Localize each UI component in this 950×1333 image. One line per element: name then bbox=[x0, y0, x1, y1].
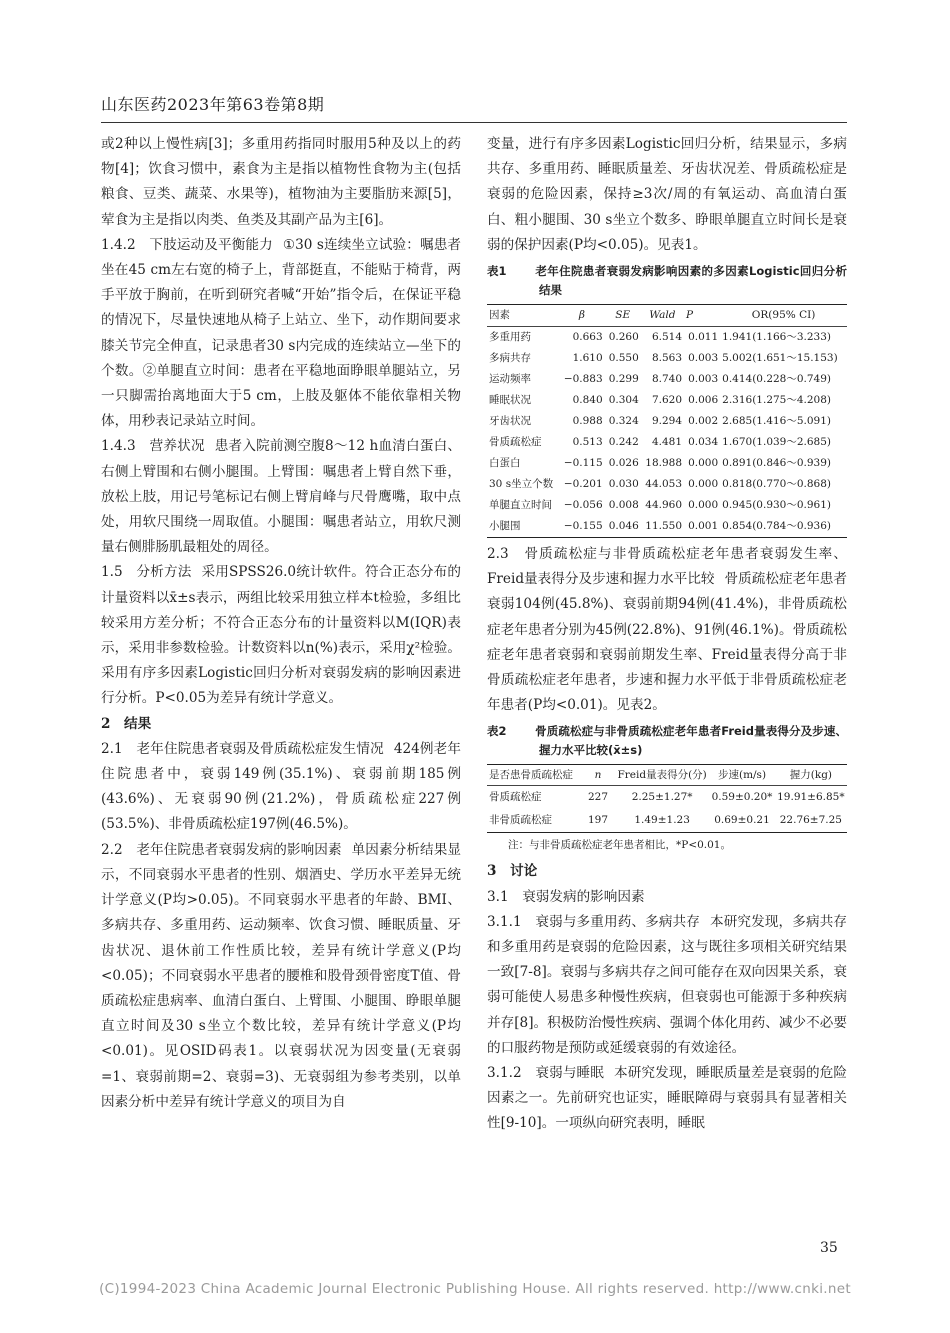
table-2 bbox=[487, 764, 847, 833]
table-1-cell: 0.663 bbox=[572, 331, 603, 344]
table-2-caption bbox=[487, 722, 847, 760]
table-1-row bbox=[487, 411, 847, 432]
table-1-cell: 30 s坐立个数 bbox=[489, 478, 554, 491]
table-1-cell: 0.034 bbox=[688, 436, 719, 449]
table-1-cell: 0.324 bbox=[608, 415, 639, 428]
table-1-row bbox=[487, 495, 847, 516]
table-1-cell: 0.006 bbox=[688, 394, 719, 407]
section-1-4-3 bbox=[101, 434, 461, 560]
table-1-cell: 运动频率 bbox=[489, 373, 531, 386]
section-3-1-1-body: 本研究发现，多病共存和多重用药是衰弱的危险因素，这与既往多项相关研究结果一致[7-8]。衰弱与多病共存之间可能存在双向因果关系，衰弱可能使人易患多种慢性疾病，但衰弱也可能源于多种疾病并存[8]。积极防治慢性疾病、强调个体化用药、减少不必要的口服药物是预防或延缓衰弱的有效途径。 bbox=[487, 913, 847, 1056]
table-1-cell: 0.046 bbox=[608, 520, 639, 533]
table-1-cell: 11.550 bbox=[645, 520, 683, 533]
table-1-cell: 0.513 bbox=[572, 436, 603, 449]
section-2-2 bbox=[101, 838, 461, 1115]
table-1-cell: 骨质疏松症 bbox=[489, 436, 542, 449]
table-1-cell: 0.011 bbox=[688, 331, 719, 344]
table-1-cell: 0.818(0.770～0.868) bbox=[722, 478, 832, 491]
left-column bbox=[101, 132, 461, 1115]
table-1-header-cell: SE bbox=[605, 305, 641, 327]
table-1 bbox=[487, 304, 847, 538]
table-2-cell: 19.91±6.85* bbox=[777, 791, 845, 804]
table-1-cell: 5.002(1.651～15.153) bbox=[722, 352, 838, 365]
right-paragraph-1: 变量，进行有序多因素Logistic回归分析，结果显示，多病共存、多重用药、睡眠质量差、牙齿状况差、骨质疏松症是衰弱的危险因素，保持≥3次/周的有氧运动、高血清白蛋白、粗小腿围、30 s坐立个数多、睁眼单腿直立时间长是衰弱的保护因素(P均<0.05)。见表1。 bbox=[487, 136, 847, 253]
table-2-note: 注：与非骨质疏松症老年患者相比，*P<0.01。 bbox=[508, 839, 731, 852]
table-1-caption bbox=[487, 262, 847, 300]
table-1-cell: 18.988 bbox=[645, 457, 683, 470]
table-2-cell: 197 bbox=[587, 814, 609, 827]
table-1-cell: 0.000 bbox=[688, 478, 719, 491]
table-1-cell: 1.941(1.166～3.233) bbox=[722, 331, 832, 344]
table-1-row bbox=[487, 453, 847, 474]
table-1-cell: 0.008 bbox=[608, 499, 639, 512]
table-2-title: 骨质疏松症与非骨质疏松症老年患者Freid量表得分及步速、握力水平比较(x̄±s) bbox=[535, 724, 847, 758]
table-1-row bbox=[487, 327, 847, 349]
table-1-header-cell: Wald bbox=[641, 305, 684, 327]
right-column bbox=[487, 132, 847, 1137]
table-1-cell: 0.002 bbox=[688, 415, 719, 428]
table-1-cell: 2.316(1.275～4.208) bbox=[722, 394, 832, 407]
table-1-cell: 0.003 bbox=[688, 352, 719, 365]
table-1-row bbox=[487, 432, 847, 453]
section-1-4-3-body: 患者入院前测空腹8～12 h血清白蛋白、右侧上臂围和右侧小腿围。上臂围：嘱患者上臂自然下垂，放松上肢，用记号笔标记右侧上臂肩峰与尺骨鹰嘴，取中点处，用软尺围绕一周取值。小腿围：嘱患者站立，用软尺测量右侧腓肠肌最粗处的周径。 bbox=[101, 438, 461, 556]
section-1-4-2 bbox=[101, 233, 461, 435]
table-2-row bbox=[487, 786, 847, 810]
table-1-cell: 0.854(0.784～0.936) bbox=[722, 520, 832, 533]
section-3-1-1 bbox=[487, 910, 847, 1061]
section-2-2-body: 单因素分析结果显示，不同衰弱水平患者的性别、烟酒史、学历水平差异无统计学意义(P均>0.05)。不同衰弱水平患者的年龄、BMI、多病共存、多重用药、运动频率、饮食习惯、睡眠质量、牙齿状况、退休前工作性质比较，差异有统计学意义(P均<0.05)；不同衰弱水平患者的腰椎和股骨颈骨密度T值、骨质疏松症患病率、血清白蛋白、上臂围、小腿围、睁眼单腿直立时间及30 s坐立个数比较，差异有统计学意义(P均<0.01)。见OSID码表1。以衰弱状况为因变量(无衰弱=1、衰弱前期=2、衰弱=3)、无衰弱组为参考类别，以单因素分析中差异有统计学意义的项目为自 bbox=[101, 841, 461, 1110]
table-1-cell: −0.056 bbox=[563, 499, 603, 512]
table-1-cell: 8.563 bbox=[651, 352, 683, 365]
table-1-header-cell: β bbox=[559, 305, 604, 327]
table-1-cell: 7.620 bbox=[651, 394, 683, 407]
table-1-cell: 1.670(1.039～2.685) bbox=[722, 436, 832, 449]
section-3-heading: 3 讨论 bbox=[487, 863, 538, 880]
table-2-header-row bbox=[487, 765, 847, 786]
table-1-cell: −0.883 bbox=[563, 373, 603, 386]
table-1-header-cell: OR(95% CI) bbox=[720, 305, 847, 327]
table-1-cell: 多病共存 bbox=[489, 352, 531, 365]
table-2-header-group: 是否患骨质疏松症 bbox=[487, 765, 581, 786]
left-paragraph-1: 或2种以上慢性病[3]；多重用药指同时服用5种及以上的药物[4]；饮食习惯中，素食为主是指以植物性食物为主(包括粮食、豆类、蔬菜、水果等)，植物油为主要脂肪来源[5]，荤食为主是指以肉类、鱼类及其副产品为主[6]。 bbox=[101, 136, 461, 228]
table-2-cell: 2.25±1.27* bbox=[631, 791, 693, 804]
table-1-cell: 0.891(0.846～0.939) bbox=[722, 457, 832, 470]
page-number: 35 bbox=[820, 1240, 838, 1256]
table-1-cell: 4.481 bbox=[651, 436, 683, 449]
table-1-row bbox=[487, 474, 847, 495]
section-1-5 bbox=[101, 560, 461, 711]
table-2-cell: 1.49±1.23 bbox=[634, 814, 690, 827]
table-2-header-n: n bbox=[581, 765, 615, 786]
section-3-1-2-heading: 3.1.2 衰弱与睡眠 bbox=[487, 1065, 604, 1082]
table-2-cell: 0.69±0.21 bbox=[714, 814, 770, 827]
table-1-cell: 0.001 bbox=[688, 520, 719, 533]
table-1-cell: 0.000 bbox=[688, 499, 719, 512]
section-1-4-2-heading: 1.4.2 下肢运动及平衡能力 bbox=[101, 236, 273, 253]
table-1-cell: 44.053 bbox=[645, 478, 683, 491]
table-1-cell: 0.550 bbox=[608, 352, 639, 365]
section-3-1-2 bbox=[487, 1061, 847, 1137]
table-1-cell: 单腿直立时间 bbox=[489, 499, 552, 512]
table-2-cell: 0.59±0.20* bbox=[711, 791, 773, 804]
table-1-cell: 0.026 bbox=[608, 457, 639, 470]
copyright-footer: (C)1994-2023 China Academic Journal Electronic Publishing House. All rights reserved. http://www.cnki.net bbox=[99, 1281, 851, 1297]
table-1-cell: 0.242 bbox=[608, 436, 639, 449]
table-1-row bbox=[487, 369, 847, 390]
table-1-cell: 白蛋白 bbox=[489, 457, 521, 470]
table-1-header-cell: 因素 bbox=[487, 305, 559, 327]
table-1-cell: −0.155 bbox=[563, 520, 603, 533]
table-1-cell: 牙齿状况 bbox=[489, 415, 531, 428]
table-1-cell: 0.260 bbox=[608, 331, 639, 344]
header-rule bbox=[101, 122, 847, 123]
table-1-cell: 0.945(0.930～0.961) bbox=[722, 499, 832, 512]
table-1-row bbox=[487, 348, 847, 369]
table-1-cell: 2.685(1.416～5.091) bbox=[722, 415, 832, 428]
table-1-number: 表1 bbox=[487, 264, 507, 279]
section-2-3 bbox=[487, 542, 847, 718]
table-1-cell: 睡眠状况 bbox=[489, 394, 531, 407]
table-1-header-cell: P bbox=[684, 305, 720, 327]
table-2-cell: 非骨质疏松症 bbox=[489, 814, 552, 827]
section-2-3-body: 骨质疏松症老年患者衰弱104例(45.8%)、衰弱前期94例(41.4%)，非骨质疏松症老年患者分别为45例(22.8%)、91例(46.1%)。骨质疏松症老年患者衰弱和衰弱前期发生率、Freid量表得分高于非骨质疏松症老年患者，步速和握力水平低于非骨质疏松症老年患者(P均<0.01)。见表2。 bbox=[487, 571, 847, 714]
table-1-cell: −0.201 bbox=[563, 478, 603, 491]
table-1-row bbox=[487, 516, 847, 538]
table-1-cell: 8.740 bbox=[651, 373, 683, 386]
section-3-1-2-body: 本研究发现，睡眠质量差是衰弱的危险因素之一。先前研究也证实，睡眠障碍与衰弱具有显著相关性[9-10]。一项纵向研究表明，睡眠 bbox=[487, 1065, 848, 1132]
table-1-title: 老年住院患者衰弱发病影响因素的多因素Logistic回归分析结果 bbox=[535, 264, 847, 298]
table-1-header-row bbox=[487, 305, 847, 327]
section-3-1-1-heading: 3.1.1 衰弱与多重用药、多病共存 bbox=[487, 913, 700, 930]
table-2-row bbox=[487, 809, 847, 833]
table-1-cell: 1.610 bbox=[572, 352, 603, 365]
section-2-1 bbox=[101, 737, 461, 838]
running-header: 山东医药2023年第63卷第8期 bbox=[101, 95, 325, 114]
table-1-cell: −0.115 bbox=[563, 457, 603, 470]
section-2-1-heading: 2.1 老年住院患者衰弱及骨质疏松症发生情况 bbox=[101, 740, 384, 757]
table-1-cell: 0.299 bbox=[608, 373, 639, 386]
table-1-cell: 0.840 bbox=[572, 394, 603, 407]
table-1-cell: 9.294 bbox=[651, 415, 683, 428]
table-1-cell: 0.003 bbox=[688, 373, 719, 386]
table-1-cell: 0.000 bbox=[688, 457, 719, 470]
table-1-cell: 0.304 bbox=[608, 394, 639, 407]
table-2-header-grip: 握力(kg) bbox=[775, 765, 847, 786]
table-1-cell: 小腿围 bbox=[489, 520, 521, 533]
table-2-cell: 骨质疏松症 bbox=[489, 791, 542, 804]
table-1-cell: 0.414(0.228～0.749) bbox=[722, 373, 832, 386]
section-2-2-heading: 2.2 老年住院患者衰弱发病的影响因素 bbox=[101, 841, 342, 858]
table-1-cell: 0.030 bbox=[608, 478, 639, 491]
section-2-3-heading: 2.3 骨质疏松症与非骨质疏松症老年患者衰弱发生率、Freid量表得分及步速和握力水平比较 bbox=[487, 546, 847, 588]
table-1-cell: 多重用药 bbox=[489, 331, 531, 344]
table-2-header-freid: Freid量表得分(分) bbox=[615, 765, 709, 786]
table-1-cell: 0.988 bbox=[572, 415, 603, 428]
table-1-cell: 6.514 bbox=[651, 331, 683, 344]
table-2-cell: 227 bbox=[587, 791, 609, 804]
section-1-4-2-body: ①30 s连续坐立试验：嘱患者坐在45 cm左右宽的椅子上，背部挺直，不能贴于椅背，两手平放于胸前，在听到研究者喊“开始”指令后，在保证平稳的情况下，尽量快速地从椅子上站立、坐下，动作期间要求膝关节完全伸直，记录患者30 s内完成的连续站立—坐下的个数。②单腿直立时间：患者在平稳地面睁眼单腿站立，另一只脚需抬离地面大于5 cm，上肢及躯体不能依靠相关物体，用秒表记录站立时间。 bbox=[101, 236, 461, 430]
section-2-1-body: 424例老年住院患者中，衰弱149例(35.1%)、衰弱前期185例(43.6%)、无衰弱90例(21.2%)，骨质疏松症227例(53.5%)、非骨质疏松症197例(46.5%)。 bbox=[101, 740, 461, 833]
table-1-row bbox=[487, 390, 847, 411]
table-2-number: 表2 bbox=[487, 724, 507, 739]
section-1-5-body: 采用SPSS26.0统计软件。符合正态分布的计量资料以x̄±s表示，两组比较采用独立样本t检验，多组比较采用方差分析；不符合正态分布的计量资料以M(IQR)表示，采用非参数检验。计数资料以n(%)表示，采用χ²检验。采用有序多因素Logistic回归分析对衰弱发病的影响因素进行分析。P<0.05为差异有统计学意义。 bbox=[101, 564, 461, 707]
section-3-1-heading: 3.1 衰弱发病的影响因素 bbox=[487, 888, 645, 905]
table-2-cell: 22.76±7.25 bbox=[779, 814, 842, 827]
section-2-heading: 2 结果 bbox=[101, 715, 152, 732]
section-1-5-heading: 1.5 分析方法 bbox=[101, 564, 192, 581]
table-1-cell: 44.960 bbox=[645, 499, 683, 512]
section-1-4-3-heading: 1.4.3 营养状况 bbox=[101, 438, 205, 455]
table-2-header-speed: 步速(m/s) bbox=[709, 765, 774, 786]
